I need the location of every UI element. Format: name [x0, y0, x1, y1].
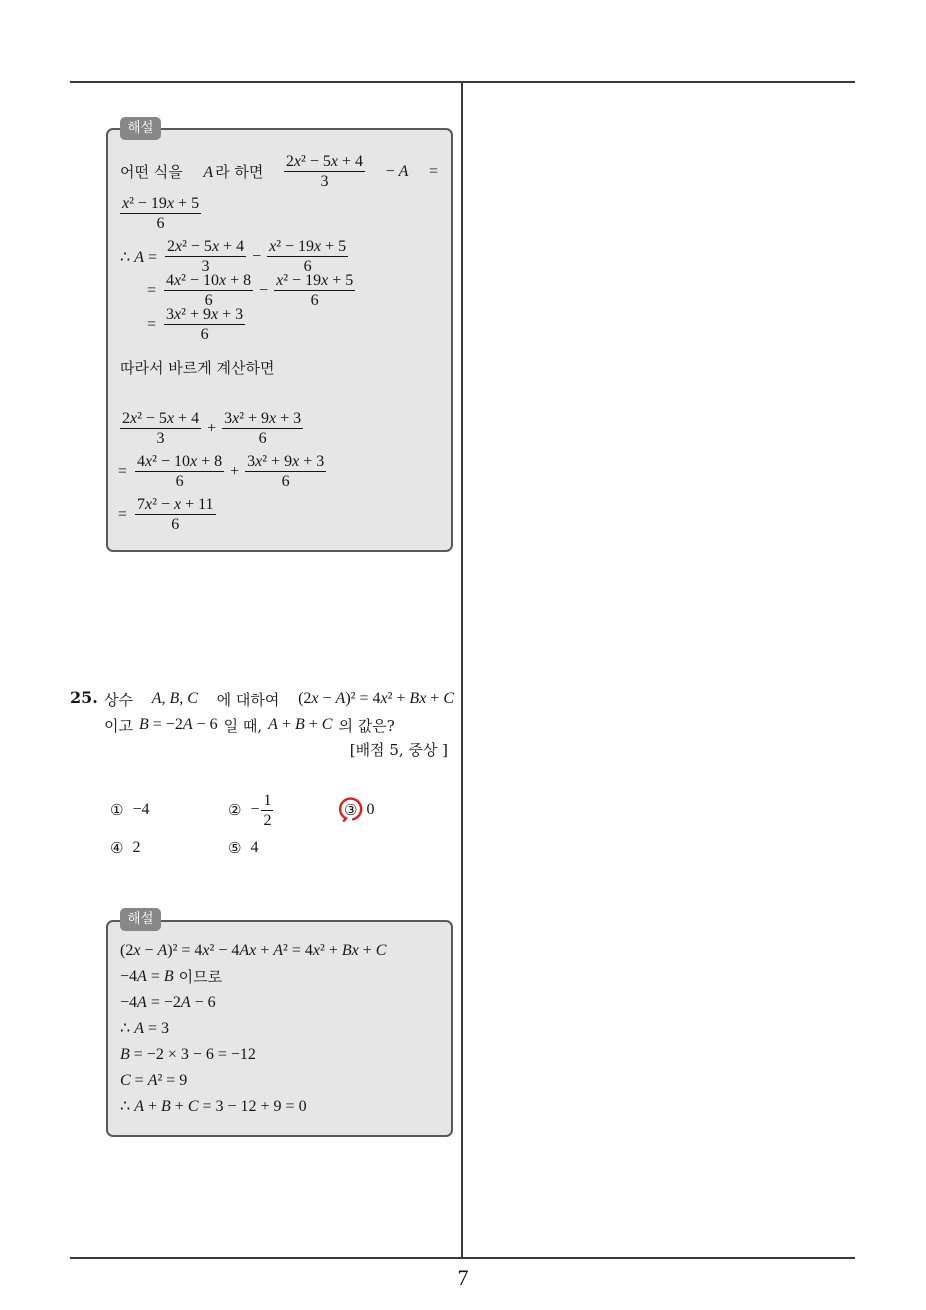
- question-line-2-text-b: 일 때,: [223, 716, 263, 735]
- choice-1-symbol: ①: [110, 801, 124, 819]
- solution-1-line-1-var-group: [203, 161, 263, 182]
- question-line-1: [104, 688, 454, 710]
- solution-1-line-1-text-b: 라 하면: [215, 163, 264, 181]
- choice-1-value: −4: [132, 801, 150, 818]
- solution-2-line-5: [120, 1045, 256, 1065]
- solution-2-line-3-math: −4A = −2A − 6: [120, 994, 216, 1011]
- numerator: 4x² − 10x + 8: [137, 453, 223, 470]
- question-line-2: [104, 714, 401, 736]
- solution-1-line-7: [120, 409, 303, 448]
- solution-2-line-4: [120, 1019, 169, 1039]
- choice-4: [110, 828, 140, 868]
- solution-1-line-1: [120, 152, 438, 191]
- numerator: 4x² − 10x + 8: [166, 272, 252, 289]
- numerator: 3x² + 9x + 3: [166, 306, 244, 323]
- numerator: 2x² − 5x + 4: [122, 410, 200, 427]
- solution-1-line-1-text-a: 어떤 식을: [120, 163, 183, 181]
- solution-2-line-7: [120, 1097, 307, 1117]
- choice-2-fraction: [261, 791, 273, 830]
- denominator: 3: [156, 430, 165, 447]
- solution-1-line-8: [118, 452, 326, 491]
- choice-2: [228, 790, 273, 830]
- solution-1-line-2: [120, 194, 201, 233]
- denominator: 6: [204, 292, 213, 309]
- denominator: 6: [175, 473, 184, 490]
- solution-2-line-3: [120, 993, 216, 1013]
- choice-2-sign: −: [250, 801, 260, 818]
- numerator: 3x² + 9x + 3: [247, 453, 325, 470]
- fraction: [135, 495, 215, 534]
- question-line-1-math-b: (2x − A)² = 4x² + Bx + C: [298, 690, 454, 707]
- question-line-1-text-a: 상수: [104, 690, 133, 709]
- choice-4-symbol: ④: [110, 839, 124, 857]
- choice-3: [344, 790, 374, 830]
- fraction: [222, 409, 303, 448]
- solution-2-line-6-math: C = A² = 9: [120, 1072, 188, 1089]
- fraction: [120, 194, 201, 233]
- choice-5-value: 4: [250, 839, 259, 856]
- denominator: 3: [201, 258, 210, 275]
- numerator: 1: [263, 791, 272, 809]
- choice-3-symbol-wrap: [344, 800, 357, 820]
- operator: +: [207, 419, 217, 437]
- fraction: [120, 409, 201, 448]
- numerator: 3x² + 9x + 3: [224, 410, 302, 427]
- fraction: [274, 271, 355, 310]
- numerator: 7x² − x + 11: [137, 496, 214, 513]
- solution-2-line-1: [120, 941, 386, 961]
- fraction: [284, 152, 365, 191]
- question-score: [배점 5, 중상 ]: [349, 741, 448, 759]
- denominator: 6: [200, 326, 209, 343]
- numerator: 2x² − 5x + 4: [167, 238, 245, 255]
- choice-3-symbol: ③: [344, 801, 358, 819]
- numerator: x² − 19x + 5: [122, 195, 200, 212]
- solution-tag-2: 해설: [120, 908, 161, 931]
- equals-prefix: =: [118, 505, 128, 523]
- numerator: x² − 19x + 5: [269, 238, 347, 255]
- denominator: 6: [281, 473, 290, 490]
- solution-1-line-1-var: A: [203, 164, 214, 181]
- denominator: 6: [156, 215, 165, 232]
- fraction: [245, 452, 326, 491]
- denominator: 2: [263, 811, 272, 829]
- denominator: 6: [258, 430, 267, 447]
- solution-2-line-2: [120, 967, 222, 987]
- question-line-2-math-a: B = −2A − 6: [138, 716, 218, 733]
- numerator: x² − 19x + 5: [276, 272, 354, 289]
- choice-2-symbol: ②: [228, 801, 242, 819]
- denominator: 3: [320, 173, 329, 190]
- denominator: 6: [303, 258, 312, 275]
- answer-mark-stroke: [340, 799, 361, 821]
- solution-2-line-6: [120, 1071, 187, 1091]
- question-line-2-math-b: A + B + C: [268, 716, 333, 733]
- question-line-2-text-c: 의 값은?: [338, 716, 395, 735]
- question-line-1-math-a: A, B, C: [151, 690, 198, 707]
- equals-prefix: =: [147, 315, 157, 333]
- solution-1-line-9: [118, 495, 216, 534]
- column-divider: [461, 82, 463, 1258]
- solution-1-line-6: [120, 358, 274, 378]
- solution-2-line-5-math: B = −2 × 3 − 6 = −12: [120, 1046, 256, 1063]
- question-line-2-text-a: 이고: [104, 716, 133, 735]
- operator: −: [259, 281, 269, 299]
- solution-tag-1: 해설: [120, 117, 161, 140]
- numerator: 2x² − 5x + 4: [285, 153, 363, 170]
- fraction: [135, 452, 224, 491]
- solution-1-line-6-text: 따라서 바르게 계산하면: [120, 359, 275, 377]
- choice-1: [110, 790, 149, 830]
- solution-2-line-7-math: ∴ A + B + C = 3 − 12 + 9 = 0: [120, 1098, 307, 1115]
- operator: +: [230, 462, 240, 480]
- operator: −: [252, 247, 262, 265]
- fraction: [164, 305, 245, 344]
- question-number: 25.: [70, 688, 98, 707]
- solution-2-line-2-text: 이므로: [178, 968, 223, 986]
- solution-2-line-4-math: ∴ A = 3: [120, 1020, 169, 1037]
- equals-prefix: =: [147, 281, 157, 299]
- choice-3-value: 0: [366, 801, 375, 818]
- choice-5: [228, 828, 258, 868]
- denominator: 6: [310, 292, 319, 309]
- solution-1-line-1-equals: =: [428, 162, 438, 180]
- choice-4-value: 2: [132, 839, 141, 856]
- therefore-prefix: ∴ A =: [120, 248, 157, 266]
- solution-1-line-5: [147, 305, 245, 344]
- denominator: 6: [171, 516, 180, 533]
- question-line-1-text-b: 에 대하여: [216, 690, 280, 709]
- solution-1-line-1-minus-a: − A: [385, 162, 409, 180]
- bottom-rule: [70, 1257, 855, 1259]
- answer-mark-circle: [337, 795, 365, 823]
- solution-2-line-1-math: (2x − A)² = 4x² − 4Ax + A² = 4x² + Bx + C: [120, 942, 387, 959]
- equals-prefix: =: [118, 462, 128, 480]
- choice-5-symbol: ⑤: [228, 839, 242, 857]
- solution-2-line-2-math: −4A = B: [120, 968, 174, 985]
- page-number: 7: [457, 1265, 469, 1290]
